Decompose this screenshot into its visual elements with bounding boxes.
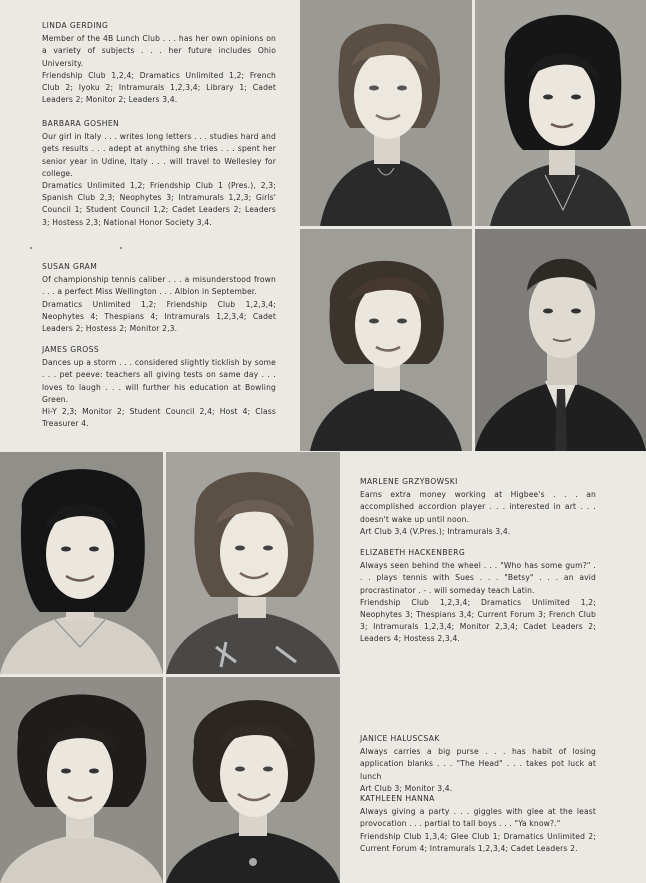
portrait-photo [166,677,340,883]
student-description: Our girl in Italy . . . writes long letters . . . studies hard and gets results . . . adept at anything she tries . . . spent her senior year in Udine, Italy . . . will travel to Wellesley for college. [42,132,276,178]
stray-mark [120,247,122,249]
student-name: JANICE HALUSCSAK [360,734,440,743]
student-description: Dances up a storm . . . considered slightly ticklish by some . . . pet peeve: teachers all giving tests on same day . . . loves to laugh . . . will further his education at Bowling Green. [42,358,276,404]
student-name: BARBARA GOSHEN [42,119,120,128]
student-name: LINDA GERDING [42,21,109,30]
student-name: JAMES GROSS [42,345,100,354]
student-name: SUSAN GRAM [42,262,98,271]
student-activities: Art Club 3; Monitor 3,4. [360,783,453,793]
portrait-photo [0,677,163,883]
student-activities: Friendship Club 1,2,3,4; Dramatics Unlimited 1,2; Neophytes 3; Thespians 3,4; Current Forum 3; French Club 3; Intramurals 1,2,3,4; Monitor 2,3,4; Cadet Leaders 2; Leaders 4; Hostess 2,3,4. [360,597,596,644]
student-description: Always seen behind the wheel . . . "Who has some gum?" . . . plays tennis with Sues . . . "Betsy" . . . an avid procrastinator . - . will someday teach Latin. [360,561,596,595]
entry-elizabeth-hackenberg [360,547,596,646]
stray-mark [30,247,32,249]
student-activities: Dramatics Unlimited 1,2; Friendship Club 1 (Pres.), 2,3; Spanish Club 2,3; Neophytes 3; Intramurals 1,2,3; Girls' Council 1; Student Council 1,2; Cadet Leaders 2; Leaders 3; Hostess 2,3; National Honor Society 3,4. [42,181,276,227]
portrait-photo [475,0,646,226]
entry-barbara-goshen [42,118,276,229]
student-activities: Friendship Club 1,3,4; Glee Club 1; Dramatics Unlimited 2; Current Forum 4; Intramurals 1,2,3,4; Cadet Leaders 2. [360,831,596,853]
student-description: Always giving a party . . . giggles with glee at the least provocation . . . partial to tall boys . . . "Ya know?." [360,807,596,829]
student-description: Earns extra money working at Higbee's . . . an accomplished accordion player . . . interested in art . . . doesn't wake up until noon. [360,490,596,524]
entry-janice-haluscsak [360,733,596,795]
student-activities: Hi-Y 2,3; Monitor 2; Student Council 2,4; Host 4; Class Treasurer 4. [42,407,276,429]
student-name: MARLENE GRZYBOWSKI [360,477,458,486]
student-name: ELIZABETH HACKENBERG [360,548,466,557]
student-description: Of championship tennis caliber . . . a misunderstood frown . . . a perfect Miss Wellington . . . Albion in September. [42,275,276,297]
student-name: KATHLEEN HANNA [360,794,435,803]
portrait-photo [0,452,163,674]
portrait-photo [300,0,472,226]
portrait-photo [166,452,340,674]
entry-james-gross [42,344,276,430]
student-description: Member of the 4B Lunch Club . . . has her own opinions on a variety of subjects . . . her future includes Ohio University. [42,34,276,68]
entry-susan-gram [42,261,276,335]
student-activities: Dramatics Unlimited 1,2; Friendship Club 1,2,3,4; Neophytes 4; Thespians 4; Intramurals 1,2,3,4; Cadet Leaders 2; Hostess 2; Monitor 2,3. [42,299,276,334]
entry-marlene-grzybowski [360,476,596,538]
entry-linda-gerding [42,20,276,106]
portrait-photo [475,229,646,451]
student-activities: Friendship Club 1,2,4; Dramatics Unlimited 1,2; French Club 2; Iyoku 2; Intramurals 1,2,3,4; Library 1; Cadet Leaders 2; Monitor 2; Leaders 3,4. [42,70,276,105]
entry-kathleen-hanna [360,793,596,855]
student-activities: Art Club 3,4 (V.Pres.); Intramurals 3,4. [360,526,511,536]
student-description: Always carries a big purse . . . has habit of losing application blanks . . . "The Head" . . . takes pot luck at lunch [360,747,596,781]
portrait-photo [300,229,472,451]
